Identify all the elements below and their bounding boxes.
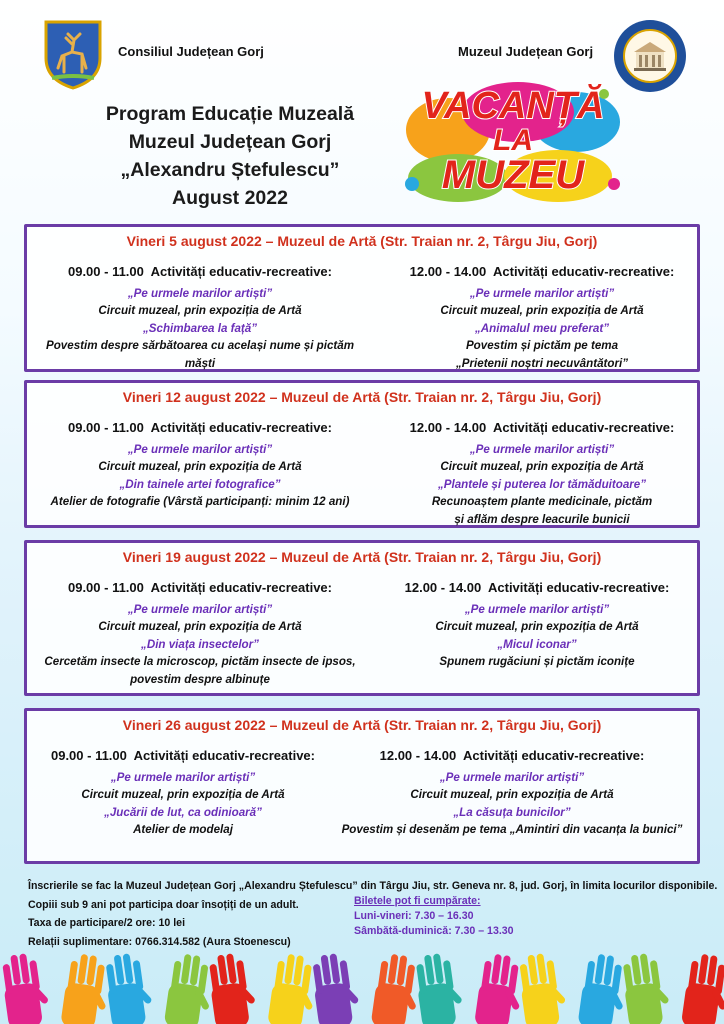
activity-title: „Jucării de lut, ca odinioară” bbox=[104, 805, 262, 819]
page-title bbox=[60, 100, 400, 212]
activity-title: „Micul iconar” bbox=[497, 637, 577, 651]
event-heading: Vineri 26 august 2022 – Muzeul de Artă (Str. Traian nr. 2, Târgu Jiu, Gorj) bbox=[122, 717, 602, 733]
hand-shape bbox=[474, 952, 527, 1024]
afternoon-session bbox=[387, 263, 697, 372]
activity-description: și aflăm despre leacurile bunicii bbox=[454, 512, 630, 526]
tickets-weekend: Sâmbătă-duminică: 7.30 – 13.30 bbox=[354, 925, 514, 937]
session-time: 09.00 - 11.00 bbox=[67, 420, 144, 435]
session-activity: Activități educativ-recreative: bbox=[493, 420, 675, 435]
stag-crest-icon bbox=[42, 18, 104, 90]
activity-description: Povestim despre sărbătoarea cu același nume și pictăm măști bbox=[45, 339, 355, 370]
raised-hands-icon bbox=[0, 944, 724, 1024]
morning-session bbox=[33, 579, 367, 688]
session-activity: Activități educativ-recreative: bbox=[493, 264, 675, 279]
session-time: 12.00 - 14.00 bbox=[409, 420, 487, 435]
council-name: Consiliul Județean Gorj bbox=[118, 44, 264, 59]
activity-title: „Pe urmele marilor artiști” bbox=[127, 286, 273, 300]
vacanta-la-muzeu-logo bbox=[398, 74, 628, 206]
activity-description: Atelier de modelaj bbox=[133, 823, 233, 836]
activity-description: Circuit muzeal, prin expoziția de Artă bbox=[81, 788, 285, 801]
hand-shape bbox=[516, 951, 569, 1024]
session-time: 09.00 - 11.00 bbox=[50, 748, 127, 763]
session-activity: Activități educativ-recreative: bbox=[150, 580, 332, 595]
afternoon-session bbox=[377, 579, 697, 671]
activity-title: „Pe urmele marilor artiști” bbox=[464, 602, 610, 616]
hand-shape bbox=[370, 952, 423, 1024]
title-line: Program Educație Muzeală bbox=[105, 103, 355, 125]
activity-title: „Animalul meu preferat” bbox=[474, 321, 609, 335]
tickets-title: Biletele pot fi cumpărate: bbox=[354, 895, 481, 907]
activity-title: „Pe urmele marilor artiști” bbox=[127, 602, 273, 616]
event-box bbox=[24, 708, 700, 864]
title-line: Muzeul Județean Gorj bbox=[128, 131, 332, 153]
session-activity: Activități educativ-recreative: bbox=[150, 420, 332, 435]
morning-session bbox=[33, 263, 367, 372]
event-box bbox=[24, 540, 700, 696]
hand-shape bbox=[620, 951, 673, 1024]
hand-shape bbox=[267, 952, 320, 1024]
activity-title: „La căsuța bunicilor” bbox=[453, 805, 571, 819]
activity-description: Povestim și pictăm pe tema bbox=[465, 339, 619, 352]
activity-description: Circuit muzeal, prin expoziția de Artă bbox=[435, 620, 639, 633]
activity-title: „Pe urmele marilor artiști” bbox=[110, 770, 256, 784]
hand-shape bbox=[103, 951, 156, 1024]
hand-shape bbox=[413, 951, 466, 1024]
afternoon-session bbox=[387, 419, 697, 528]
activity-description: Circuit muzeal, prin expoziția de Artă bbox=[98, 304, 302, 317]
activity-description: Povestim și desenăm pe tema „Amintiri din vacanța la bunici” bbox=[341, 823, 683, 836]
banner-word: MUZEU bbox=[441, 153, 585, 197]
session-activity: Activități educativ-recreative: bbox=[463, 748, 645, 763]
morning-session bbox=[33, 419, 367, 511]
event-heading: Vineri 19 august 2022 – Muzeul de Artă (Str. Traian nr. 2, Târgu Jiu, Gorj) bbox=[122, 549, 602, 565]
activity-description: povestim despre albinuțe bbox=[130, 672, 270, 686]
session-time: 12.00 - 14.00 bbox=[409, 264, 487, 279]
colorful-hands-decoration bbox=[0, 944, 724, 1024]
session-time: 12.00 - 14.00 bbox=[404, 580, 482, 595]
activity-title: „Pe urmele marilor artiști” bbox=[469, 442, 615, 456]
museum-name: Muzeul Județean Gorj bbox=[458, 44, 594, 59]
activity-title: „Din tainele artei fotografice” bbox=[119, 477, 281, 491]
activity-description: Circuit muzeal, prin expoziția de Artă bbox=[440, 304, 644, 317]
tickets-weekdays: Luni-vineri: 7.30 – 16.30 bbox=[354, 910, 474, 922]
title-line: August 2022 bbox=[172, 187, 288, 209]
hand-shape bbox=[681, 952, 724, 1024]
event-heading: Vineri 12 august 2022 – Muzeul de Artă (Str. Traian nr. 2, Târgu Jiu, Gorj) bbox=[122, 389, 602, 405]
morning-session bbox=[33, 747, 333, 839]
activity-description: Circuit muzeal, prin expoziția de Artă bbox=[410, 788, 614, 801]
hand-shape bbox=[60, 952, 113, 1024]
county-crest bbox=[42, 18, 104, 90]
enrollment-note: Înscrierile se fac la Muzeul Județean Gorj „Alexandru Ștefulescu” din Târgu Jiu, str. Geneva nr. 8, jud. Gorj, în limita locurilor disponibile. bbox=[28, 880, 718, 892]
event-heading: Vineri 5 august 2022 – Muzeul de Artă (Str. Traian nr. 2, Târgu Jiu, Gorj) bbox=[126, 233, 598, 249]
hand-shape bbox=[577, 952, 630, 1024]
session-activity: Activități educativ-recreative: bbox=[133, 748, 315, 763]
afternoon-session bbox=[327, 747, 697, 839]
hand-shape bbox=[206, 951, 259, 1024]
activity-description: Cercetăm insecte la microscop, pictăm insecte de ipsos, bbox=[44, 655, 356, 668]
session-time: 12.00 - 14.00 bbox=[379, 748, 457, 763]
session-time: 09.00 - 11.00 bbox=[67, 264, 144, 279]
hand-shape bbox=[164, 952, 217, 1024]
children-note: Copiii sub 9 ani pot participa doar însoțiți de un adult. bbox=[28, 899, 299, 911]
activity-title: „Plantele și puterea lor tămăduitoare” bbox=[437, 477, 647, 491]
activity-description: Circuit muzeal, prin expoziția de Artă bbox=[440, 460, 644, 473]
activity-title: „Pe urmele marilor artiști” bbox=[439, 770, 585, 784]
activity-description: Circuit muzeal, prin expoziția de Artă bbox=[98, 460, 302, 473]
hand-shape bbox=[0, 951, 53, 1024]
session-activity: Activități educativ-recreative: bbox=[150, 264, 332, 279]
activity-title: „Pe urmele marilor artiști” bbox=[469, 286, 615, 300]
activity-description: Spunem rugăciuni și pictăm iconițe bbox=[439, 655, 635, 668]
activity-description: Circuit muzeal, prin expoziția de Artă bbox=[98, 620, 302, 633]
banner-word: VACANȚĂ bbox=[421, 85, 605, 127]
event-box bbox=[24, 380, 700, 528]
activity-description: „Prietenii noștri necuvântători” bbox=[455, 356, 628, 370]
activity-title: „Din viața insectelor” bbox=[141, 637, 259, 651]
activity-description: Atelier de fotografie (Vârstă participanți: minim 12 ani) bbox=[50, 495, 350, 508]
banner-word: LA bbox=[493, 124, 533, 157]
session-time: 09.00 - 11.00 bbox=[67, 580, 144, 595]
contact-note: Relații suplimentare: 0766.314.582 (Aura Stoenescu) bbox=[28, 936, 291, 948]
fee-note: Taxa de participare/2 ore: 10 lei bbox=[28, 917, 186, 929]
activity-description: Recunoaștem plante medicinale, pictăm bbox=[431, 495, 653, 508]
session-activity: Activități educativ-recreative: bbox=[488, 580, 670, 595]
activity-title: „Schimbarea la față” bbox=[142, 321, 258, 335]
event-box bbox=[24, 224, 700, 372]
ticket-hours bbox=[354, 894, 514, 939]
hand-shape bbox=[310, 951, 363, 1024]
activity-title: „Pe urmele marilor artiști” bbox=[127, 442, 273, 456]
title-line: „Alexandru Ștefulescu” bbox=[120, 159, 340, 181]
